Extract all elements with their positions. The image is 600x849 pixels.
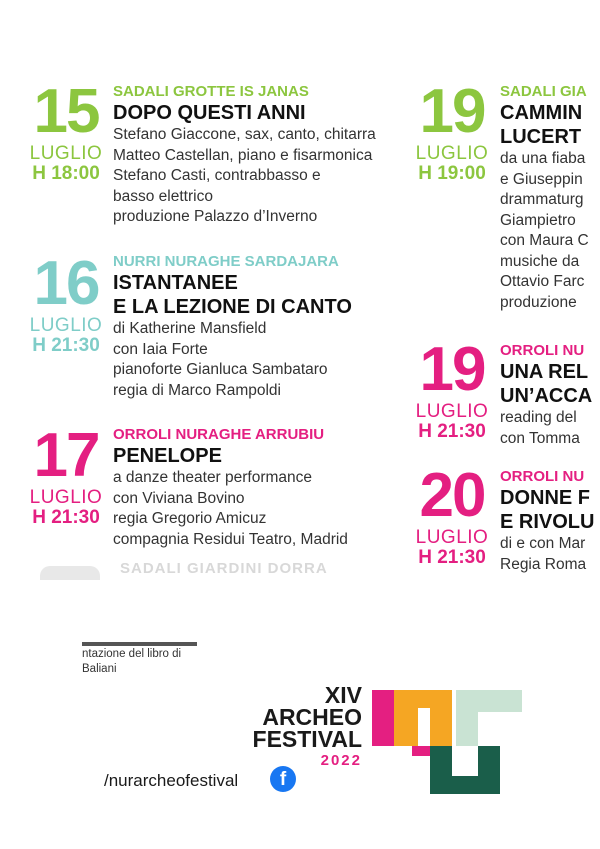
event-day: 16 (33, 249, 99, 318)
event-hour: H 18:00 (32, 163, 100, 184)
logo-block (456, 690, 478, 746)
event-detail: reading del (500, 409, 577, 426)
festival-year: 2022 (320, 752, 362, 769)
event-detail: Stefano Giaccone, sax, canto, chitarra (113, 126, 376, 143)
event-date (412, 77, 492, 184)
event-detail: drammaturg (500, 191, 584, 208)
event-day: 15 (33, 77, 99, 146)
festival-name-line1: ARCHEO (262, 704, 362, 730)
snippet-line: ntazione del libro di (82, 648, 182, 660)
logo-block (394, 708, 418, 746)
event-month: LUGLIO (415, 527, 489, 548)
event-day: 19 (419, 77, 485, 146)
event-month: LUGLIO (415, 401, 489, 422)
event-detail: con Maura C (500, 232, 589, 249)
logo-block (478, 690, 522, 712)
event-date (26, 421, 106, 528)
event-hour: H 21:30 (418, 421, 486, 442)
event-title: DONNE F (500, 487, 590, 509)
event-detail: Matteo Castellan, piano e fisarmonica (113, 146, 373, 164)
event-title: ISTANTANEE (113, 272, 238, 294)
event-month: LUGLIO (415, 143, 489, 164)
logo-block (452, 776, 478, 794)
logo-block (430, 708, 452, 746)
event-detail: produzione (500, 293, 577, 311)
event-detail: regia di Marco Rampoldi (113, 381, 281, 399)
event-day: 19 (419, 335, 485, 404)
event-location: ORROLI NURAGHE ARRUBIU (113, 426, 325, 443)
event-detail: di e con Mar (500, 535, 586, 552)
logo-block (478, 746, 500, 794)
event-month: LUGLIO (29, 143, 103, 164)
event-hour: H 21:30 (418, 547, 486, 568)
event-date (412, 461, 492, 568)
event-detail: regia Gregorio Amicuz (113, 510, 267, 527)
event-date (26, 249, 106, 356)
logo-block (430, 746, 452, 794)
event-location: SADALI GROTTE IS JANAS (113, 83, 309, 100)
festival-edition: XIV (324, 682, 362, 708)
nur-logo (372, 684, 522, 796)
logo-block (372, 690, 394, 746)
logo-block (412, 746, 430, 756)
event-hour: H 21:30 (32, 507, 100, 528)
event-detail: pianoforte Gianluca Sambataro (113, 361, 328, 378)
event-title: PENELOPE (113, 445, 222, 467)
logo-block (394, 690, 452, 708)
event-title: CAMMIN (500, 102, 583, 124)
facebook-icon[interactable]: f (270, 766, 296, 792)
event-detail: da una fiaba (500, 150, 586, 167)
event-title: E RIVOLU (500, 511, 595, 533)
cut-off-text-line (82, 642, 197, 646)
event-detail: compagnia Residui Teatro, Madrid (113, 530, 348, 548)
social-handle[interactable]: /nurarcheofestival (104, 771, 239, 790)
cut-off-location: SADALI GIARDINI DORRA (120, 560, 328, 577)
event-detail: Ottavio Farc (500, 273, 585, 290)
event-hour: H 19:00 (418, 163, 486, 184)
event-month: LUGLIO (29, 315, 103, 336)
program-schedule (0, 60, 600, 580)
event-detail: con Viviana Bovino (113, 489, 245, 507)
event-location: SADALI GIA (500, 83, 587, 100)
event-day: 20 (419, 461, 485, 530)
text-snippet (82, 647, 181, 677)
event-day: 17 (33, 421, 99, 490)
event-month: LUGLIO (29, 487, 103, 508)
event-date (412, 335, 492, 442)
festival-wordmark (244, 684, 362, 770)
event-date (26, 77, 106, 184)
event-title: UN’ACCA (500, 385, 593, 407)
event-title: DOPO QUESTI ANNI (113, 102, 306, 124)
event-hour: H 21:30 (32, 335, 100, 356)
event-detail: con Tomma (500, 429, 580, 447)
event-detail: a danze theater performance (113, 469, 313, 486)
event-title: UNA REL (500, 361, 589, 383)
event-detail: Stefano Casti, contrabbasso e (113, 167, 321, 184)
festival-name-line2: FESTIVAL (252, 726, 362, 752)
cut-off-date (40, 566, 100, 580)
event-detail: con Iaia Forte (113, 340, 208, 358)
event-detail: produzione Palazzo d’Inverno (113, 208, 318, 225)
event-detail: Regia Roma (500, 555, 587, 573)
event-detail: e Giuseppin (500, 170, 583, 188)
snippet-line: Baliani (82, 663, 117, 675)
event-location: NURRI NURAGHE SARDAJARA (113, 253, 339, 270)
event-title: E LA LEZIONE DI CANTO (113, 296, 352, 318)
event-detail: basso elettrico (113, 187, 213, 205)
event-location: ORROLI NU (500, 468, 585, 485)
event-detail: musiche da (500, 252, 580, 270)
event-location: ORROLI NU (500, 342, 585, 359)
event-title: LUCERT (500, 126, 582, 148)
event-detail: di Katherine Mansfield (113, 320, 267, 337)
event-detail: Giampietro (500, 211, 576, 229)
